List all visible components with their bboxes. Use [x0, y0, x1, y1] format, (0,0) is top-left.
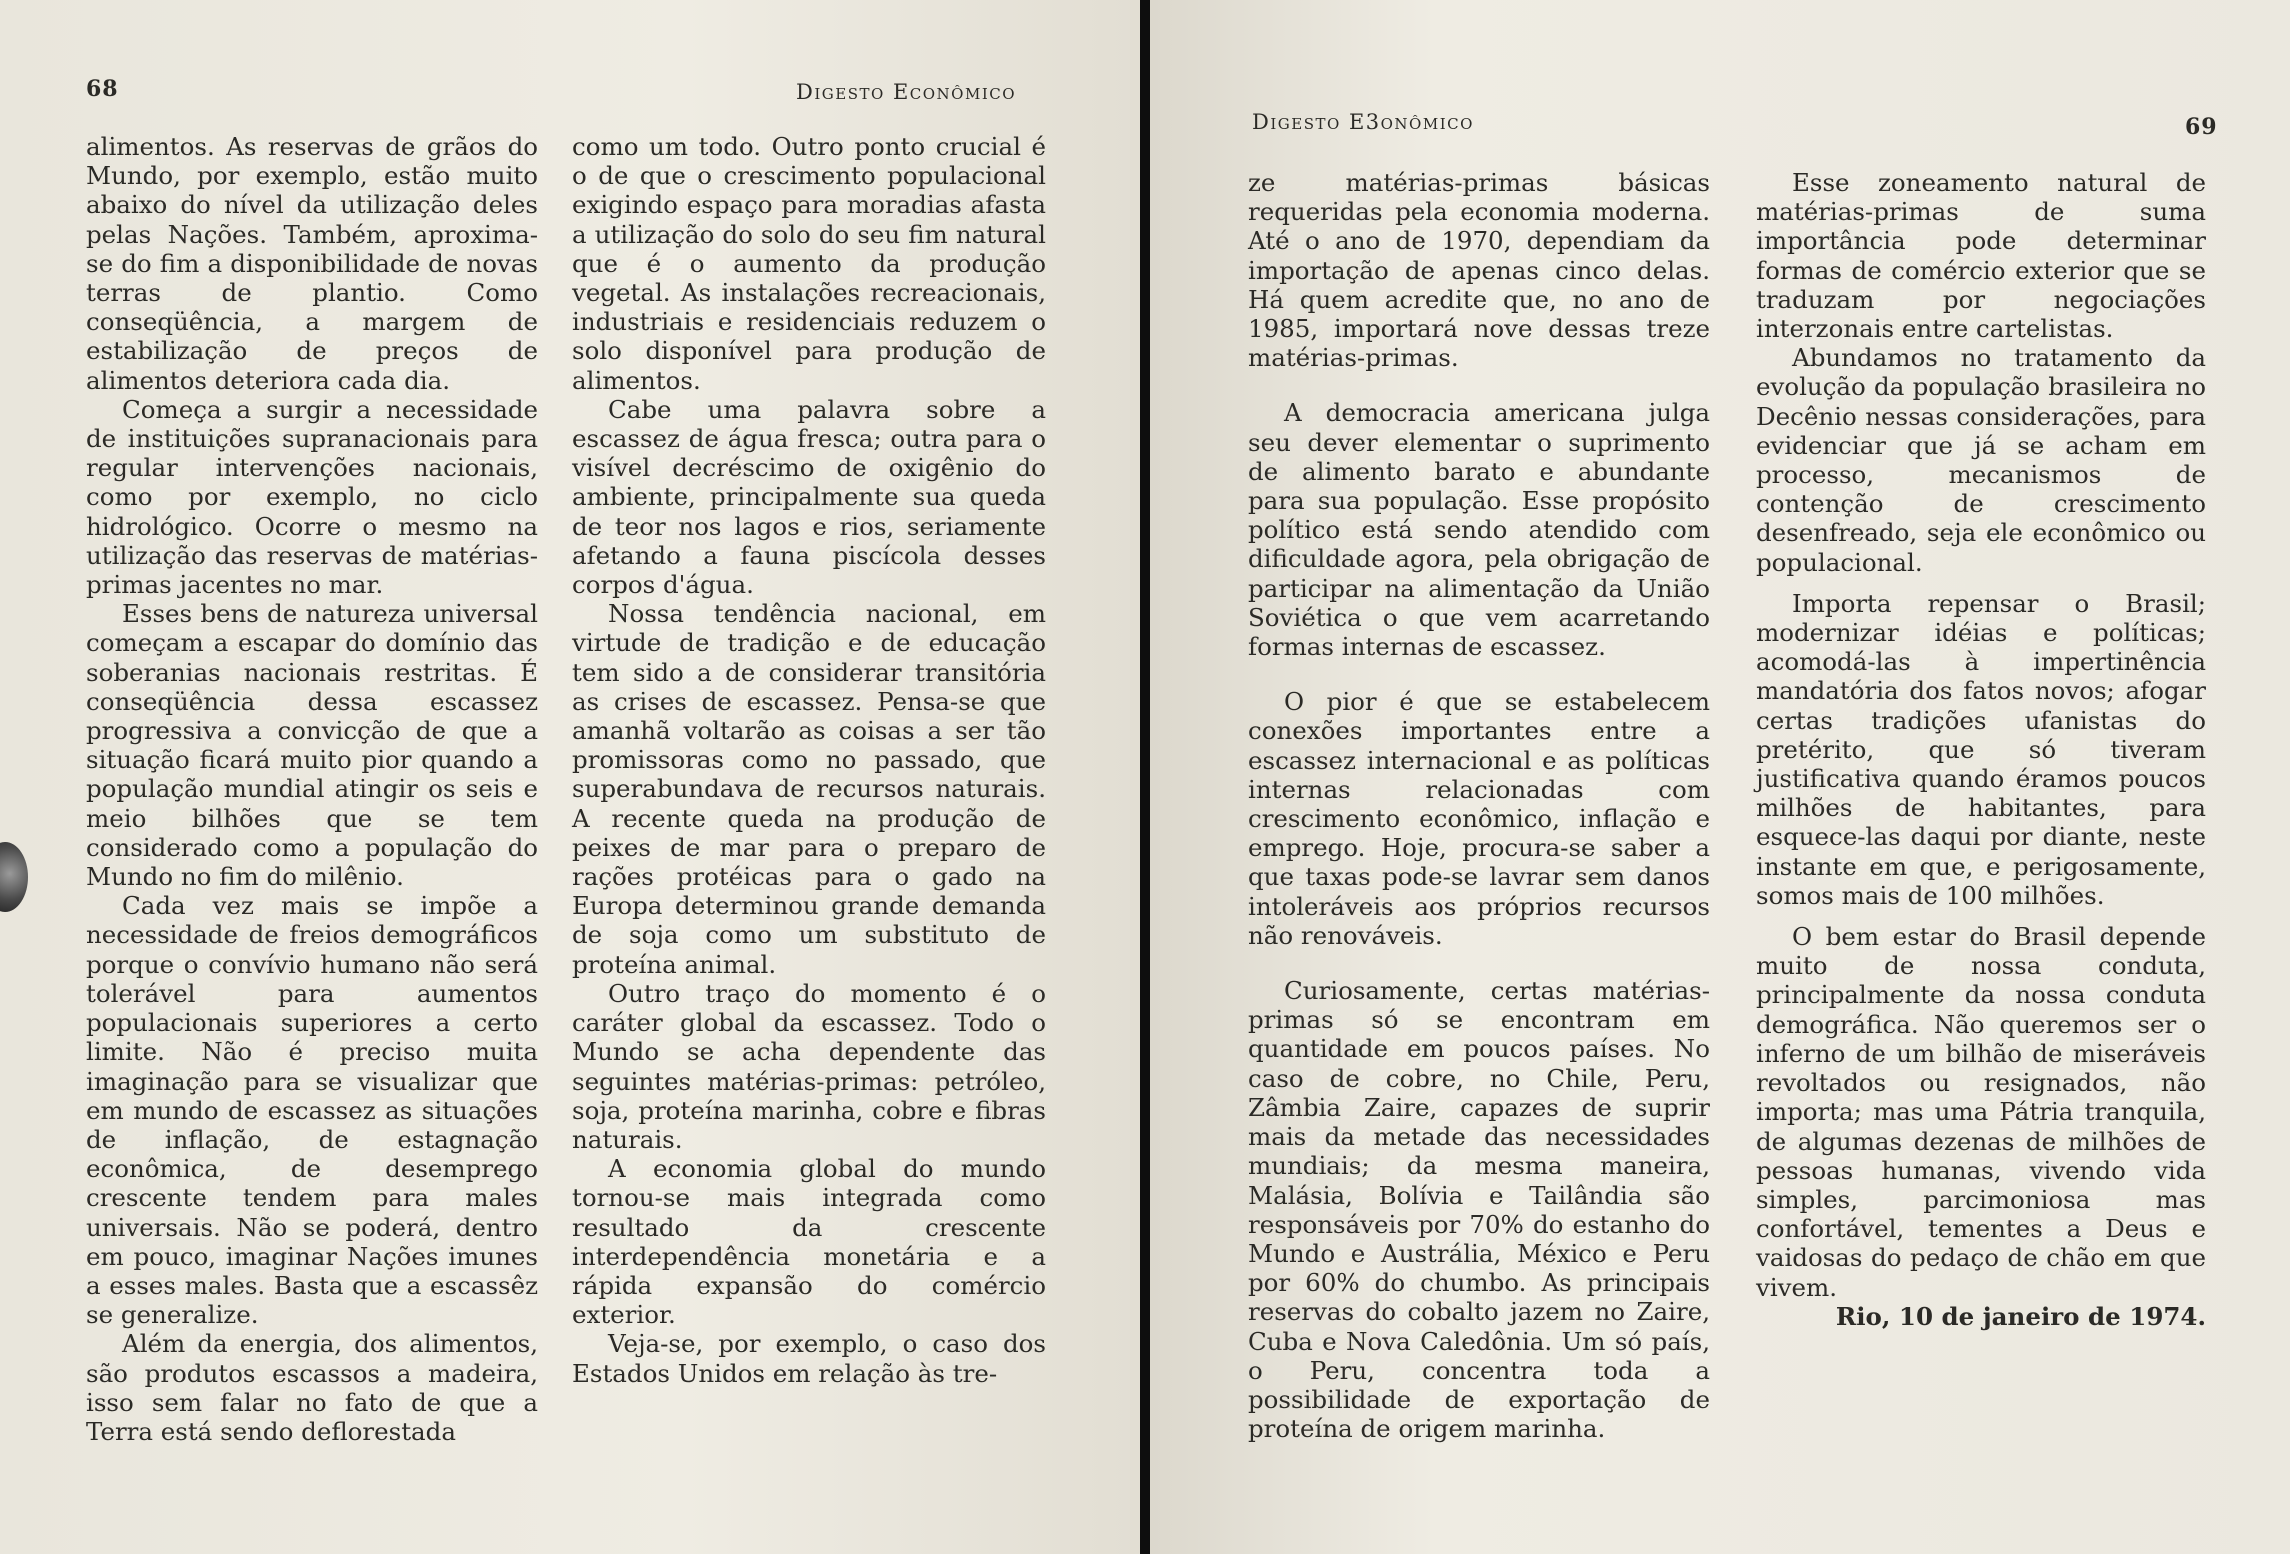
paragraph: Veja-se, por exemplo, o caso dos Estados Unidos em relação às tre- [572, 1329, 1046, 1388]
paragraph: Outro traço do momento é o caráter global da escassez. Todo o Mundo se acha dependente das seguintes matérias-primas: petróleo, soja, proteína marinha, cobre e fibras naturais. [572, 978, 1046, 1154]
right-column-2 [1756, 168, 2206, 1331]
paragraph: Importa repensar o Brasil; modernizar idéias e políticas; acomodá-las à impertinência mandatória dos fatos novos; afogar certas tradições ufanistas do pretérito, que só tiveram justificativa quando éramos poucos milhões de habitantes, para esquece-las daqui por diante, neste instante em que, e perigosamente, somos mais de 100 milhões. [1756, 588, 2206, 910]
paragraph: O bem estar do Brasil depende muito de nossa conduta, principalmente da nossa conduta demográfica. Não queremos ser o inferno de um bilhão de miseráveis revoltados ou resignados, não importa; mas uma Pátria tranquila, de algumas dezenas de milhões de pessoas humanas, vivendo vida simples, parcimoniosa mas confortável, tementes a Deus e vaidosas do pedaço de chão em que vivem. [1756, 922, 2206, 1302]
running-head-right: Digesto E3onômico [1252, 110, 1474, 134]
binder-clip [0, 842, 28, 912]
right-column-1 [1248, 168, 1710, 1443]
paragraph: O pior é que se estabelecem conexões importantes entre a escassez internacional e as políticas internas relacionadas com crescimento econômico, inflação e emprego. Hoje, procura-se saber a que taxas pode-se lavrar sem danos intoleráveis aos próprios recursos não renováveis. [1248, 687, 1710, 950]
paragraph: Cabe uma palavra sobre a escassez de água fresca; outra para o visível decréscimo de oxigênio do ambiente, principalmente sua queda de teor nos lagos e rios, seriamente afetando a fauna piscícola desses corpos d'água. [572, 394, 1046, 600]
paragraph: alimentos. As reservas de grãos do Mundo, por exemplo, estão muito abaixo do nível da utilização deles pelas Nações. Também, aproxima-se do fim a disponibilidade de novas terras de plantio. Como conseqüência, a margem de estabilização de preços de alimentos deteriora cada dia. [86, 132, 538, 395]
right-page [1150, 0, 2290, 1554]
signature-date: Rio, 10 de janeiro de 1974. [1835, 1301, 2206, 1331]
paragraph: Esse zoneamento natural de matérias-primas de suma importância pode determinar formas de comércio exterior que se traduzam por negociações interzonais entre cartelistas. [1756, 168, 2206, 344]
left-page [0, 0, 1140, 1554]
paragraph: ze matérias-primas básicas requeridas pela economia moderna. Até o ano de 1970, dependiam da importação de apenas cinco delas. Há quem acredite que, no ano de 1985, importará nove dessas treze matérias-primas. [1248, 168, 1710, 373]
left-column-1 [86, 132, 538, 1446]
paragraph: A economia global do mundo tornou-se mais integrada como resultado da crescente interdependência monetária e a rápida expansão do comércio exterior. [572, 1154, 1046, 1330]
page-number-left: 68 [86, 76, 119, 102]
paragraph: Curiosamente, certas matérias-primas só se encontram em quantidade em poucos países. No caso de cobre, no Chile, Peru, Zâmbia Zaire, capazes de suprir mais da metade das necessidades mundiais; da mesma maneira, Malásia, Bolívia e Tailândia são responsáveis por 70% do estanho do Mundo e Austrália, México e Peru por 60% do chumbo. As principais reservas do cobalto jazem no Zaire, Cuba e Nova Caledônia. Um só país, o Peru, concentra toda a possibilidade de exportação de proteína de origem marinha. [1248, 976, 1710, 1444]
paragraph: Começa a surgir a necessidade de instituições supranacionais para regular intervenções nacionais, como por exemplo, no ciclo hidrológico. Ocorre o mesmo na utilização das reservas de matérias-primas jacentes no mar. [86, 394, 538, 600]
paragraph: Esses bens de natureza universal começam a escapar do domínio das soberanias nacionais restritas. É conseqüência dessa escassez progressiva a convicção de que a situação ficará muito pior quando a população mundial atingir os seis e meio bilhões que se tem considerado como a população do Mundo no fim do milênio. [86, 599, 538, 892]
paragraph: Abundamos no tratamento da evolução da população brasileira no Decênio nessas considerações, para evidenciar que já se acham em processo, mecanismos de contenção de crescimento desenfreado, seja ele econômico ou populacional. [1756, 343, 2206, 577]
book-spine [1140, 0, 1150, 1554]
paragraph: Cada vez mais se impõe a necessidade de freios demográficos porque o convívio humano não será tolerável para aumentos populacionais superiores a certo limite. Não é preciso muita imaginação para se visualizar que em mundo de escassez as situações de inflação, de estagnação econômica, de desemprego crescente tendem para males universais. Não se poderá, dentro em pouco, imaginar Nações imunes a esses males. Basta que a escassêz se generalize. [86, 891, 538, 1330]
paragraph: como um todo. Outro ponto crucial é o de que o crescimento populacional exigindo espaço para moradias afasta a utilização do solo do seu fim natural que é o aumento da produção vegetal. As instalações recreacionais, industriais e residenciais reduzem o solo disponível para produção de alimentos. [572, 132, 1046, 395]
page-number-right: 69 [2185, 114, 2218, 140]
running-head-left: Digesto Econômico [796, 80, 1017, 104]
paragraph: A democracia americana julga seu dever elementar o suprimento de alimento barato e abundante para sua população. Esse propósito político está sendo atendido com dificuldade agora, pela obrigação de participar na alimentação da União Soviética o que vem acarretando formas internas de escassez. [1248, 398, 1710, 662]
paragraph: Além da energia, dos alimentos, são produtos escassos a madeira, isso sem falar no fato de que a Terra está sendo deflorestada [86, 1329, 538, 1446]
left-column-2 [572, 132, 1046, 1388]
paragraph: Nossa tendência nacional, em virtude de tradição e de educação tem sido a de considerar transitória as crises de escassez. Pensa-se que amanhã voltarão as coisas a ser tão promissoras como no passado, que superabundava de recursos naturais. A recente queda na produção de peixes de mar para o preparo de rações protéicas para o gado na Europa determinou grande demanda de soja como um substituto de proteína animal. [572, 599, 1046, 979]
